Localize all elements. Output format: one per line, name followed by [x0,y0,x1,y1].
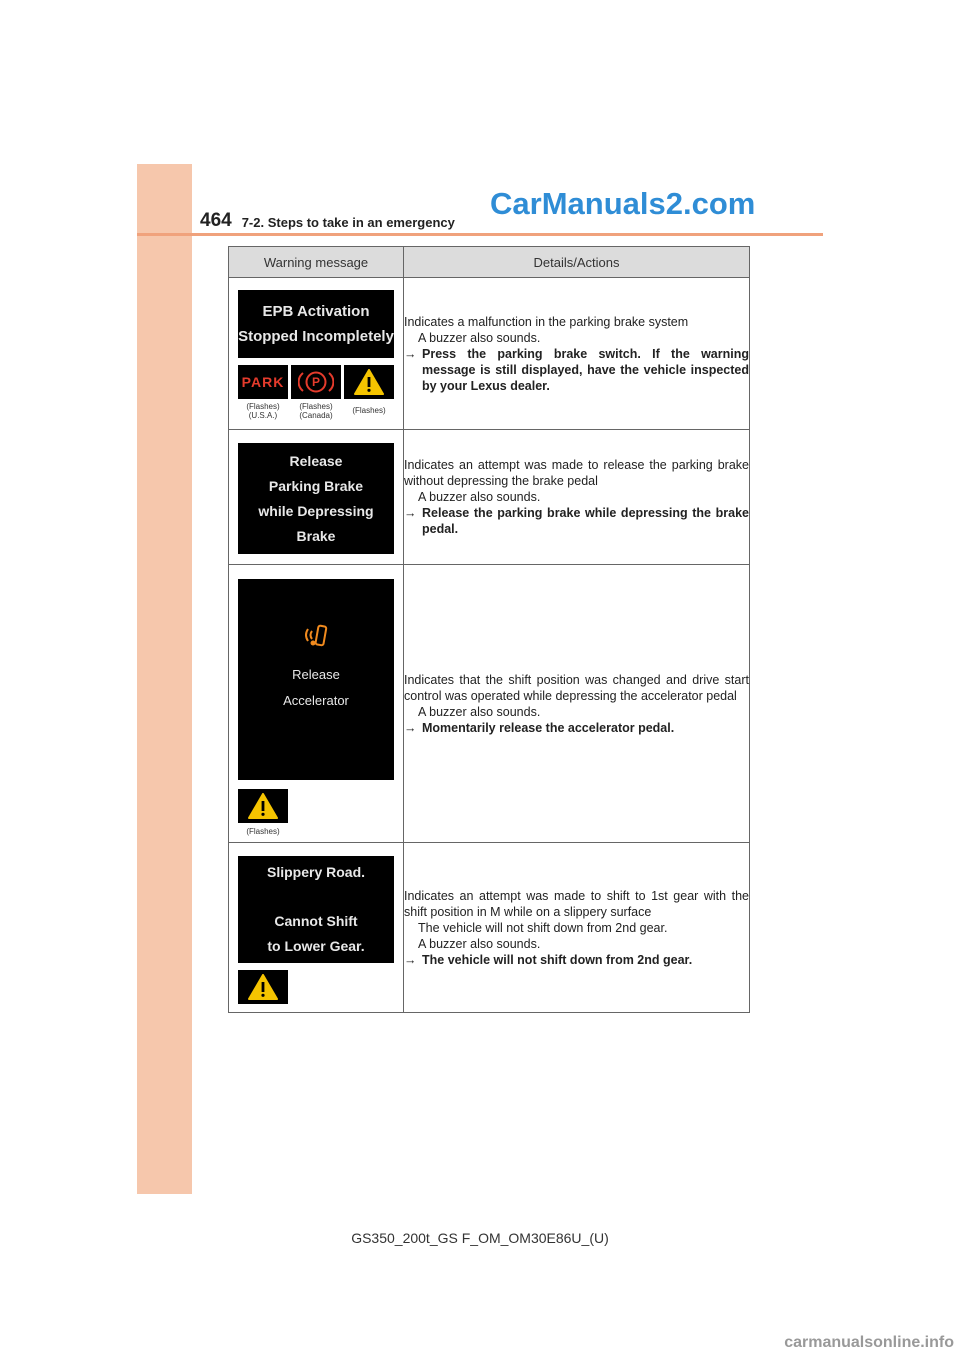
table-row [229,843,750,1013]
display-screen-slippery-road [238,856,394,963]
action-line [404,720,749,736]
indicator-caption: (Flashes) [246,827,280,836]
table-row [229,565,750,843]
table-row [229,430,750,565]
screen-line: Accelerator [283,693,349,708]
note-text: A buzzer also sounds. [418,936,541,951]
action-line [404,952,749,968]
action-text: Momentarily release the accelerator pedal. [422,720,675,735]
col-header-warning-message: Warning message [229,247,404,278]
warning-image-cell [229,278,404,430]
details-cell [404,430,750,565]
chapter-side-tab [137,164,192,1194]
watermark-logo: CarManuals2.com [490,186,756,221]
warning-image-cell [229,843,404,1013]
screen-line: Brake [296,528,336,544]
detail-text: Indicates a malfunction in the parking brake system [404,314,689,329]
table-row [229,278,750,430]
screen-line: Stopped Incompletely [238,328,394,345]
warning-image-cell [229,565,404,843]
details-cell [404,565,750,843]
arrow-icon: → [404,346,417,361]
header-rule [137,233,823,236]
warning-image-cell [229,430,404,565]
document-code: GS350_200t_GS F_OM_OM30E86U_(U) [351,1230,609,1246]
section-title: 7-2. Steps to take in an emergency [241,215,455,230]
page-number: 464 [200,210,232,231]
arrow-icon: → [404,952,417,967]
screen-line: Parking Brake [268,478,364,494]
table-header-row [229,247,750,278]
warning-triangle-icon [238,970,288,1004]
detail-text: Indicates that the shift position was changed and drive start control was operated while depressing the accelerator pedal [404,672,749,703]
col-header-details: Details/Actions [404,247,750,278]
arrow-icon: → [404,506,417,520]
action-text: Release the parking brake while depressing the brake pedal. [422,506,749,536]
park-text-icon: PARK [238,365,288,399]
arrow-icon: → [404,720,417,735]
display-screen-release-accelerator [238,579,394,780]
screen-line: Cannot Shift [274,913,358,929]
display-screen-release-parking-brake [238,443,394,554]
action-text: The vehicle will not shift down from 2nd gear. [422,952,693,967]
details-cell [404,278,750,430]
display-screen-epb [238,290,394,358]
screen-line: Release [292,667,340,682]
screen-line: Slippery Road. [266,864,366,880]
parking-brake-circle-p-icon: P [291,365,341,399]
note-text: A buzzer also sounds. [418,490,541,504]
details-cell [404,843,750,1013]
accelerator-pedal-icon [302,623,330,649]
indicator-caption: (Flashes) (Canada) [299,402,333,420]
indicator-caption: (Flashes) (U.S.A.) [246,402,280,420]
action-line [404,505,749,537]
warning-triangle-icon [344,365,394,399]
note-text: A buzzer also sounds. [418,330,541,345]
detail-text: Indicates an attempt was made to release the parking brake without depressing the brake pedal [404,458,749,488]
note-text: A buzzer also sounds. [418,704,541,719]
screen-line [238,885,394,909]
screen-line: Release [289,453,343,469]
detail-text: Indicates an attempt was made to shift to 1st gear with the shift position in M while on a slippery surface [404,888,749,919]
screen-line: while Depressing [258,503,374,519]
warning-triangle-icon [238,789,288,823]
page-header [200,200,455,230]
watermark-footer: carmanualsonline.info [784,1334,954,1351]
action-line [404,346,749,394]
indicator-caption: (Flashes) [352,406,386,415]
screen-line: to Lower Gear. [267,938,365,954]
note-text: The vehicle will not shift down from 2nd gear. [418,920,668,935]
action-text: Press the parking brake switch. If the warning message is still displayed, have the vehicle inspected by your Lexus dealer. [422,346,749,393]
screen-line: EPB Activation [262,303,370,320]
warning-table [228,246,750,1013]
